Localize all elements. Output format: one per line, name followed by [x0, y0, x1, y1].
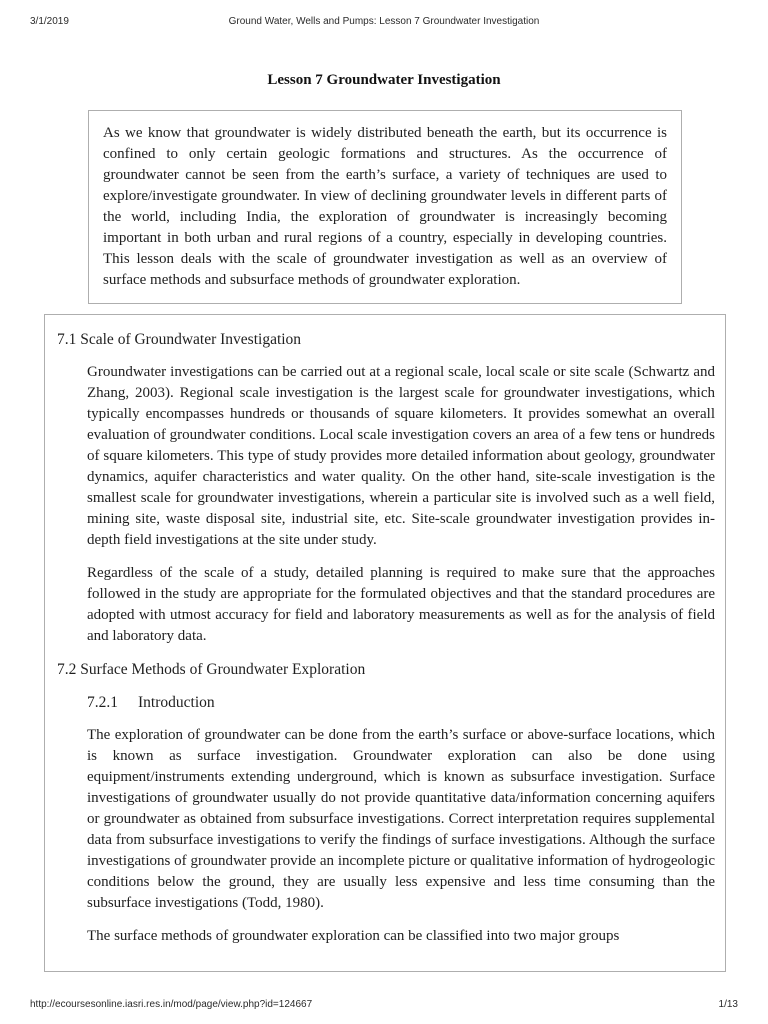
intro-box: [88, 110, 682, 304]
print-footer-url: http://ecoursesonline.iasri.res.in/mod/page/view.php?id=124667: [30, 999, 313, 1010]
paragraph-study-planning: Regardless of the scale of a study, detailed planning is required to make sure that the approaches followed in the study are appropriate for the formulated objectives and that the standard procedures are adopted with utmost accuracy for field and laboratory measurements as well as for the analysis of field and laboratory data.: [87, 565, 715, 644]
section-heading-7-1: 7.1 Scale of Groundwater Investigation: [57, 331, 302, 348]
paragraph-surface-methods-clipped: The surface methods of groundwater exploration can be classified into two major groups: [87, 928, 620, 944]
print-footer-page-number: 1/13: [718, 999, 738, 1010]
print-header: [0, 16, 768, 29]
subsection-label: Introduction: [138, 694, 215, 711]
intro-paragraph: As we know that groundwater is widely distributed beneath the earth, but its occurrence is confined to only certain geologic formations and structures. As the occurrence of groundwater cannot be seen from the earth’s surface, a variety of techniques are used to explore/investigate groundwater. In view of declining groundwater levels in different parts of the world, including India, the exploration of groundwater is increasingly becoming important in both urban and rural regions of a country, especially in developing countries. This lesson deals with the scale of groundwater investigation as well as an overview of surface methods and subsurface methods of groundwater exploration.: [103, 125, 667, 288]
content-box: [44, 314, 726, 972]
paragraph-scale-investigation: Groundwater investigations can be carried out at a regional scale, local scale or site scale (Schwartz and Zhang, 2003). Regional scale investigation is the largest scale for groundwater investigations, which typically encompasses hundreds or thousands of square kilometers. It provides somewhat an overall evaluation of groundwater conditions. Local scale investigation covers an area of a few tens or hundreds of square kilometers. This type of study provides more detailed information about geology, groundwater dynamics, aquifer characteristics and water quality. On the other hand, site-scale investigation is the smallest scale for groundwater investigations, wherein a particular site is involved such as a well field, mining site, waste disposal site, industrial site, etc. Site-scale groundwater investigation provides in-depth field investigations at the site under study.: [87, 364, 715, 548]
print-header-title: Ground Water, Wells and Pumps: Lesson 7 Groundwater Investigation: [228, 16, 540, 27]
section-heading-7-2: 7.2 Surface Methods of Groundwater Exploration: [57, 661, 366, 678]
print-footer: [0, 999, 768, 1010]
subsection-heading-7-2-1: [87, 692, 715, 713]
paragraph-surface-intro: The exploration of groundwater can be done from the earth’s surface or above-surface locations, which is known as surface investigation. Groundwater exploration can also be done using equipment/instruments extending underground, which is known as subsurface investigation. Surface investigations of groundwater usually do not provide quantitative data/information concerning aquifers or groundwater as obtained from subsurface investigations. Correct interpretation requires supplemental data from subsurface investigations to verify the findings of surface investigations. Although the surface investigations of groundwater provide an incomplete picture or qualitative information of hydrogeologic conditions below the ground, they are usually less expensive and less time consuming than the subsurface investigations (Todd, 1980).: [87, 727, 715, 911]
print-header-date: 3/1/2019: [30, 16, 69, 27]
subsection-number: 7.2.1: [87, 694, 118, 711]
document-title: Lesson 7 Groundwater Investigation: [267, 72, 501, 88]
